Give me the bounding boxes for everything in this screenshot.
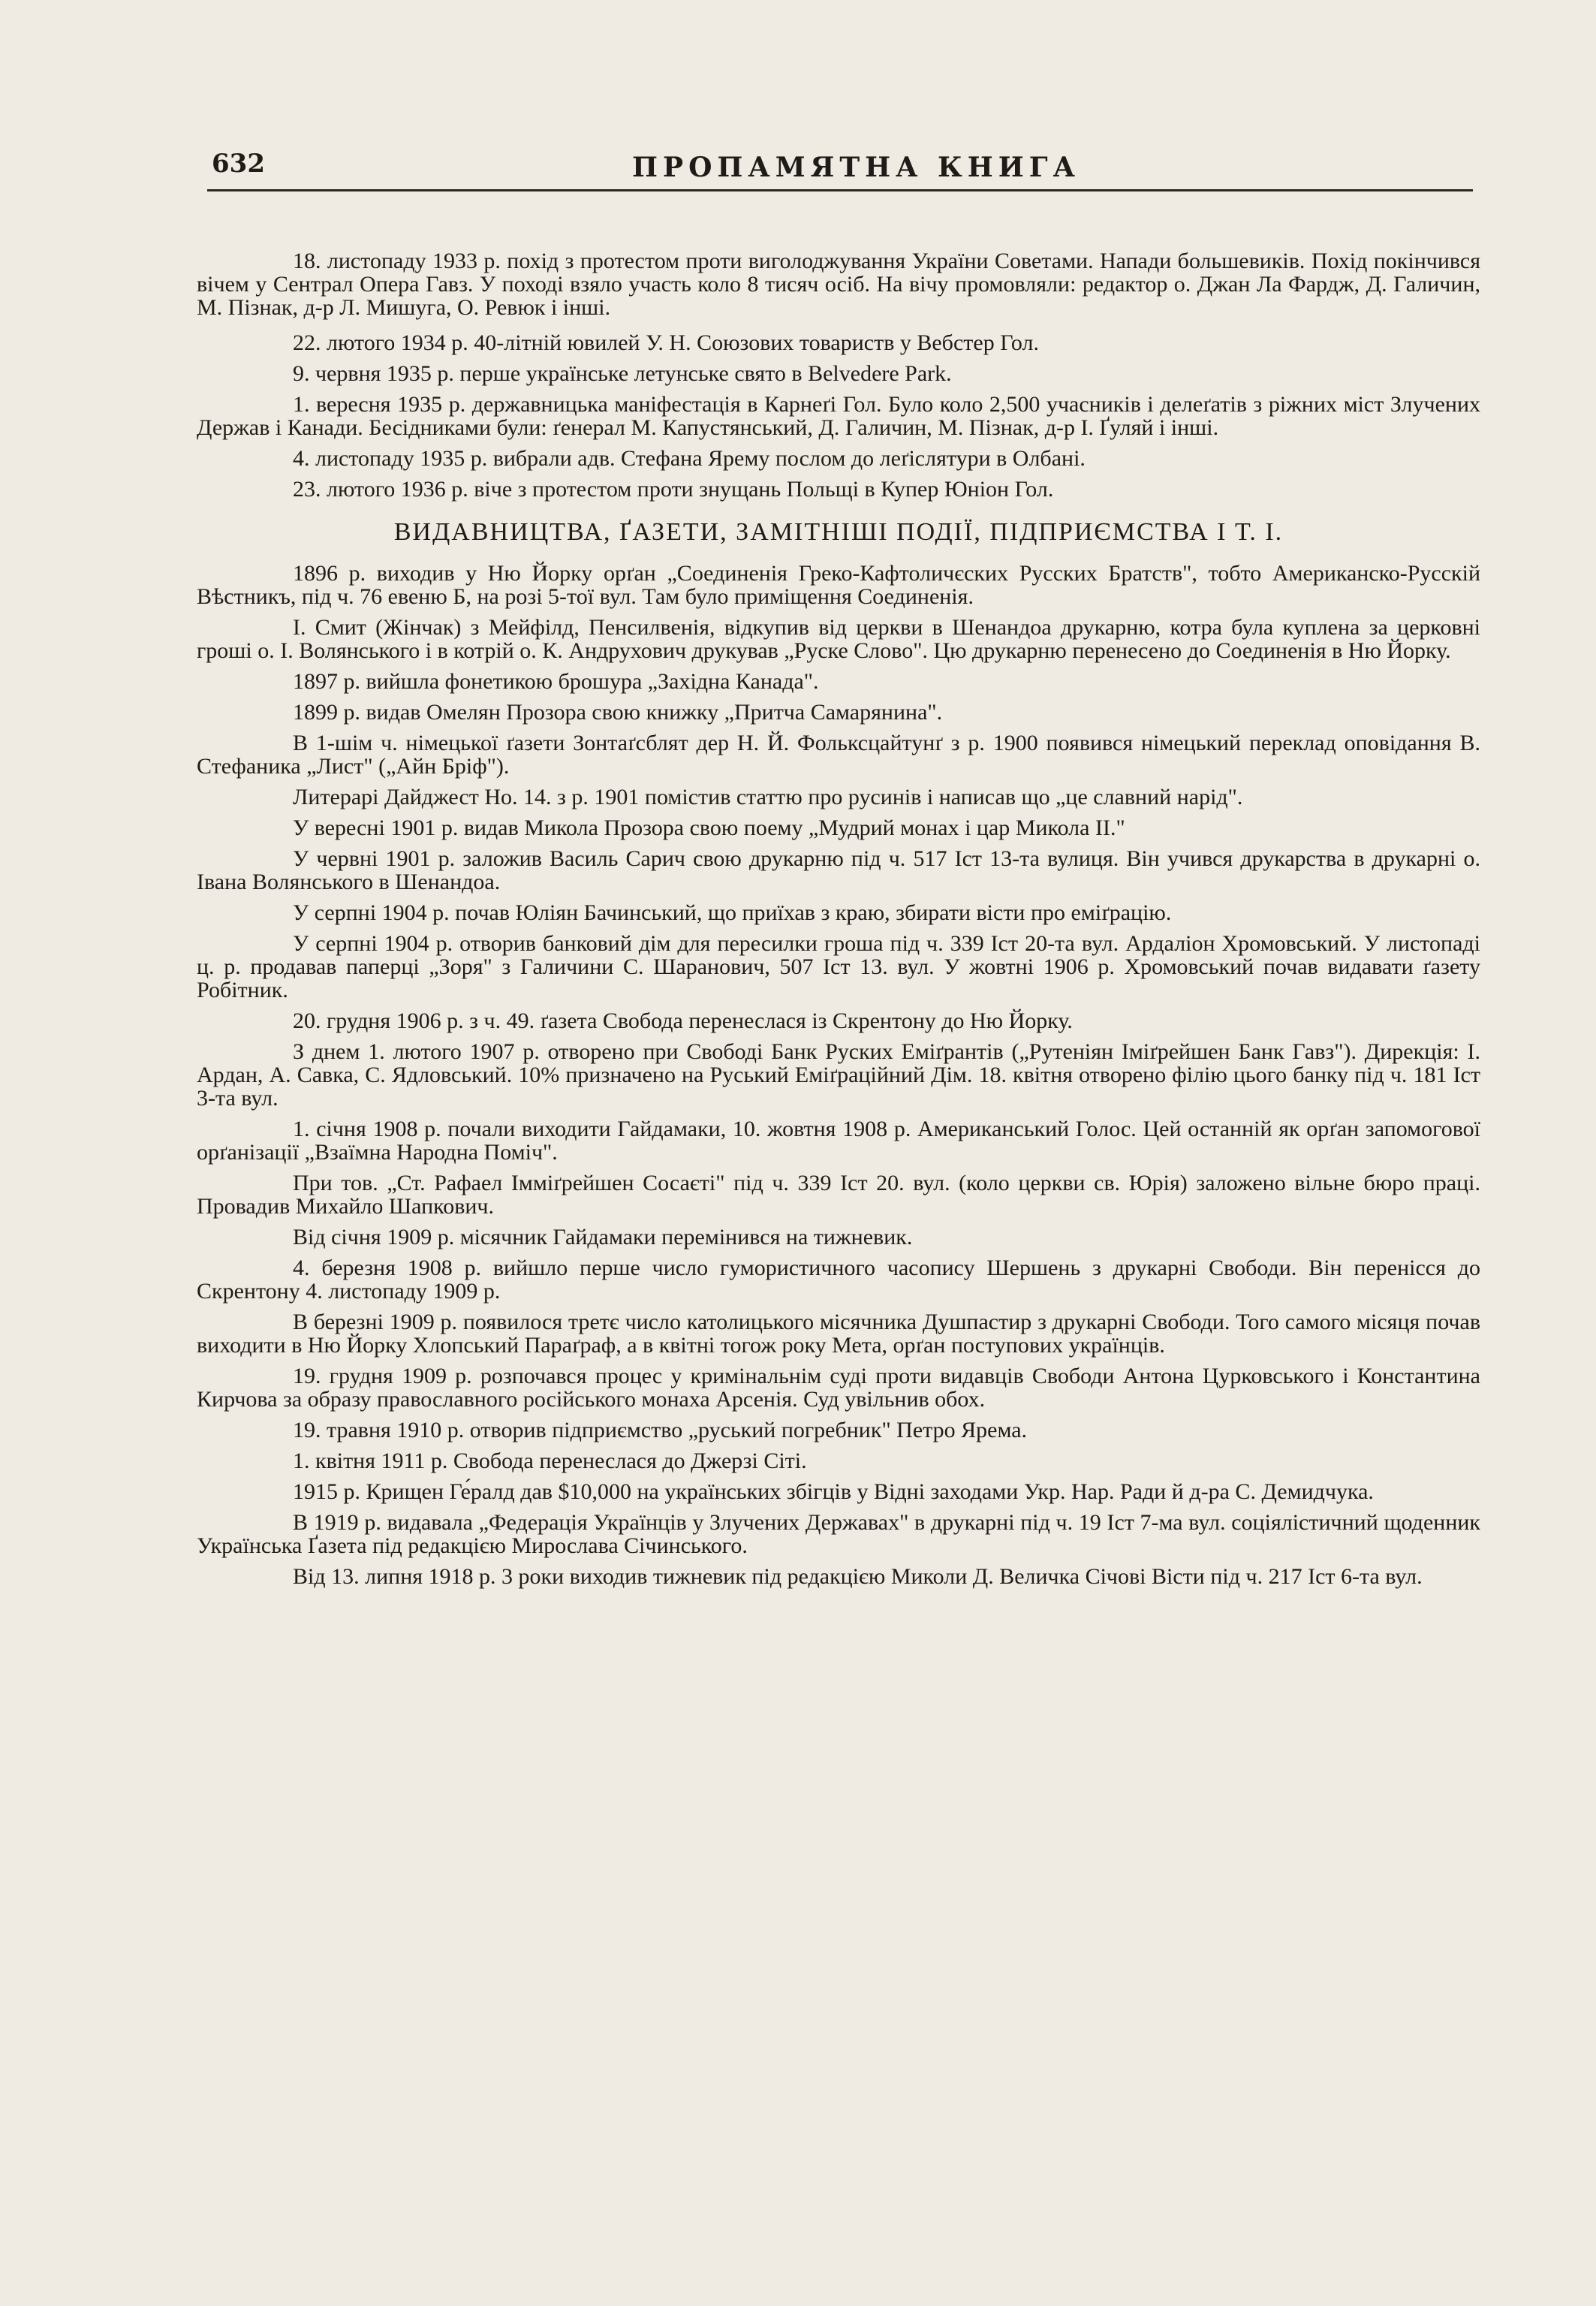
publishing-paragraph: У серпні 1904 р. отворив банковий дім для пересилки гроша під ч. 339 Іст 20-та вул. Ардаліон Хромовський. У листопаді ц. р. продавав паперці „Зоря" з Галичини С. Шаранович, 507 Іст 13. вул. У жовтні 1906 р. Хромовський почав видавати ґазету Робітник. xyxy=(197,931,1480,1002)
publishing-paragraph: Литерарі Дайджест Но. 14. з р. 1901 помістив статтю про русинів і написав що „це славний нарід". xyxy=(293,785,1243,809)
chronicle-paragraph: 1. вересня 1935 р. державницька маніфестація в Карнеґі Гол. Було коло 2,500 учасників і делеґатів з ріжних міст Злучених Держав і Канади. Бесідниками були: ґенерал М. Капустянський, Д. Галичин, М. Пізнак, д-р І. Ґуляй і інші. xyxy=(197,392,1480,440)
chronicle-paragraph: 22. лютого 1934 р. 40-літній ювилей У. Н. Союзових товариств у Вебстер Гол. xyxy=(293,330,1039,355)
section-title: ВИДАВНИЦТВА, ҐАЗЕТИ, ЗАМІТНІШІ ПОДІЇ, ПІДПРИЄМСТВА І Т. І. xyxy=(393,518,1284,546)
publishing-paragraph: 4. березня 1908 р. вийшло перше число гумористичного часопису Шершень з друкарні Свободи. Він перенісся до Скрентону 4. листопаду 1909 р. xyxy=(197,1255,1480,1304)
publishing-paragraph: У вересні 1901 р. видав Микола Прозора свою поему „Мудрий монах і цар Микола II." xyxy=(293,815,1125,840)
publishing-paragraph: 19. грудня 1909 р. розпочався процес у кримінальнім суді проти видавців Свободи Антона Цурковського і Константина Кирчова за образу православного російського монаха Арсенія. Суд увільнив обох. xyxy=(197,1364,1480,1412)
chronicle-paragraph: 4. листопаду 1935 р. вибрали адв. Стефана Ярему послом до леґіслятури в Олбані. xyxy=(293,446,1086,471)
publishing-paragraph: 1915 р. Крищен Ге́ралд дав $10,000 на українських збігців у Відні заходами Укр. Нар. Ради й д-ра С. Демидчука. xyxy=(293,1479,1374,1504)
page-body xyxy=(197,249,1480,1596)
chronicle-paragraph: 9. червня 1935 р. перше українське летунське свято в Belvedere Park. xyxy=(293,361,952,386)
publishing-paragraph: 1896 р. виходив у Ню Йорку орґан „Соединенія Греко-Кафтоличєских Русских Братств", тобто Американско-Русскій Вѣстникъ, під ч. 76 евеню Б, на розі 5-тої вул. Там було приміщення Соединенія. xyxy=(197,561,1480,609)
publishing-paragraph: 1. квітня 1911 р. Свобода перенеслася до Джерзі Сіті. xyxy=(293,1448,807,1473)
publishing-paragraph: 20. грудня 1906 р. з ч. 49. ґазета Свобода перенеслася із Скрентону до Ню Йорку. xyxy=(293,1008,1073,1033)
page-header xyxy=(212,149,1473,183)
publishing-paragraph: У червні 1901 р. заложив Василь Сарич свою друкарню під ч. 517 Іст 13-та вулиця. Він учився друкарства в друкарні о. Івана Волянського в Шенандоа. xyxy=(197,846,1480,894)
publishing-paragraph: 19. травня 1910 р. отворив підприємство „руський погребник" Петро Ярема. xyxy=(293,1418,1028,1442)
publishing-paragraph: 1. січня 1908 р. почали виходити Гайдамаки, 10. жовтня 1908 р. Американський Голос. Цей останній як орґан запомогової орґанізації „Взаїмна Народна Поміч". xyxy=(197,1117,1480,1165)
chronicle-paragraph: 23. лютого 1936 р. віче з протестом проти знущань Польщі в Купер Юніон Гол. xyxy=(293,477,1054,502)
publishing-paragraph: В березні 1909 р. появилося третє число католицького місячника Душпастир з друкарні Свободи. Того самого місяця почав виходити в Ню Йорку Хлопський Параґраф, а в квітні тогож року Мета, орґан поступових українців. xyxy=(197,1310,1480,1358)
publishing-paragraph: І. Смит (Жінчак) з Мейфілд, Пенсилвенія, відкупив від церкви в Шенандоа друкарню, котра була куплена за церковні гроші о. І. Волянського і в котрій о. К. Андрухович друкував „Руске Слово". Цю друкарню перенесено до Соединенія в Ню Йорку. xyxy=(197,615,1480,663)
publishing-paragraph: У серпні 1904 р. почав Юліян Бачинський, що приїхав з краю, збирати вісти про еміґрацію. xyxy=(293,900,1172,925)
publishing-paragraph: 1897 р. вийшла фонетикою брошура „Західна Канада". xyxy=(293,669,819,694)
publishing-paragraph: В 1919 р. видавала „Федерація Українців у Злучених Державах" в друкарні під ч. 19 Іст 7-ма вул. соціялістичний щоденник Українська Ґазета під редакцією Мирослава Січинського. xyxy=(197,1510,1480,1558)
publishing-paragraph: З днем 1. лютого 1907 р. отворено при Свободі Банк Руских Еміґрантів („Рутеніян Іміґрейшен Банк Гавз"). Дирекція: І. Ардан, А. Савка, С. Ядловський. 10% призначено на Руський Еміґраційний Дім. 18. квітня отворено філію цього банку під ч. 181 Іст 3-та вул. xyxy=(197,1039,1480,1111)
publishing-paragraph: В 1-шім ч. німецької ґазети Зонтаґсблят дер Н. Й. Фольксцайтунґ з р. 1900 появився німецький переклад оповідання В. Стефаника „Лист" („Айн Бріф"). xyxy=(197,731,1480,779)
page-number: 632 xyxy=(212,149,265,179)
publishing-paragraph: 1899 р. видав Омелян Прозора свою книжку „Притча Самарянина". xyxy=(293,700,943,725)
running-title: ПРОПАМЯТНА КНИГА xyxy=(632,152,1080,183)
header-rule xyxy=(207,189,1473,191)
publishing-paragraph: Від січня 1909 р. місячник Гайдамаки перемінився на тижневик. xyxy=(293,1225,913,1249)
chronicle-paragraph: 18. листопаду 1933 р. похід з протестом проти виголоджування України Советами. Напади большевиків. Похід покінчився вічем у Сентрал Опера Гавз. У поході взяло участь коло 8 тисяч осіб. На вічу промовляли: редактор о. Джан Ла Фардж, Д. Галичин, М. Пізнак, д-р Л. Мишуга, О. Ревюк і інші. xyxy=(197,249,1480,320)
publishing-paragraph: При тов. „Ст. Рафаел Імміґрейшен Сосаєті" під ч. 339 Іст 20. вул. (коло церкви св. Юрія) заложено вільне бюро праці. Провадив Михайло Шапкович. xyxy=(197,1171,1480,1219)
publishing-paragraph: Від 13. липня 1918 р. 3 роки виходив тижневик під редакцією Миколи Д. Величка Січові Вісти під ч. 217 Іст 6-та вул. xyxy=(293,1564,1423,1589)
